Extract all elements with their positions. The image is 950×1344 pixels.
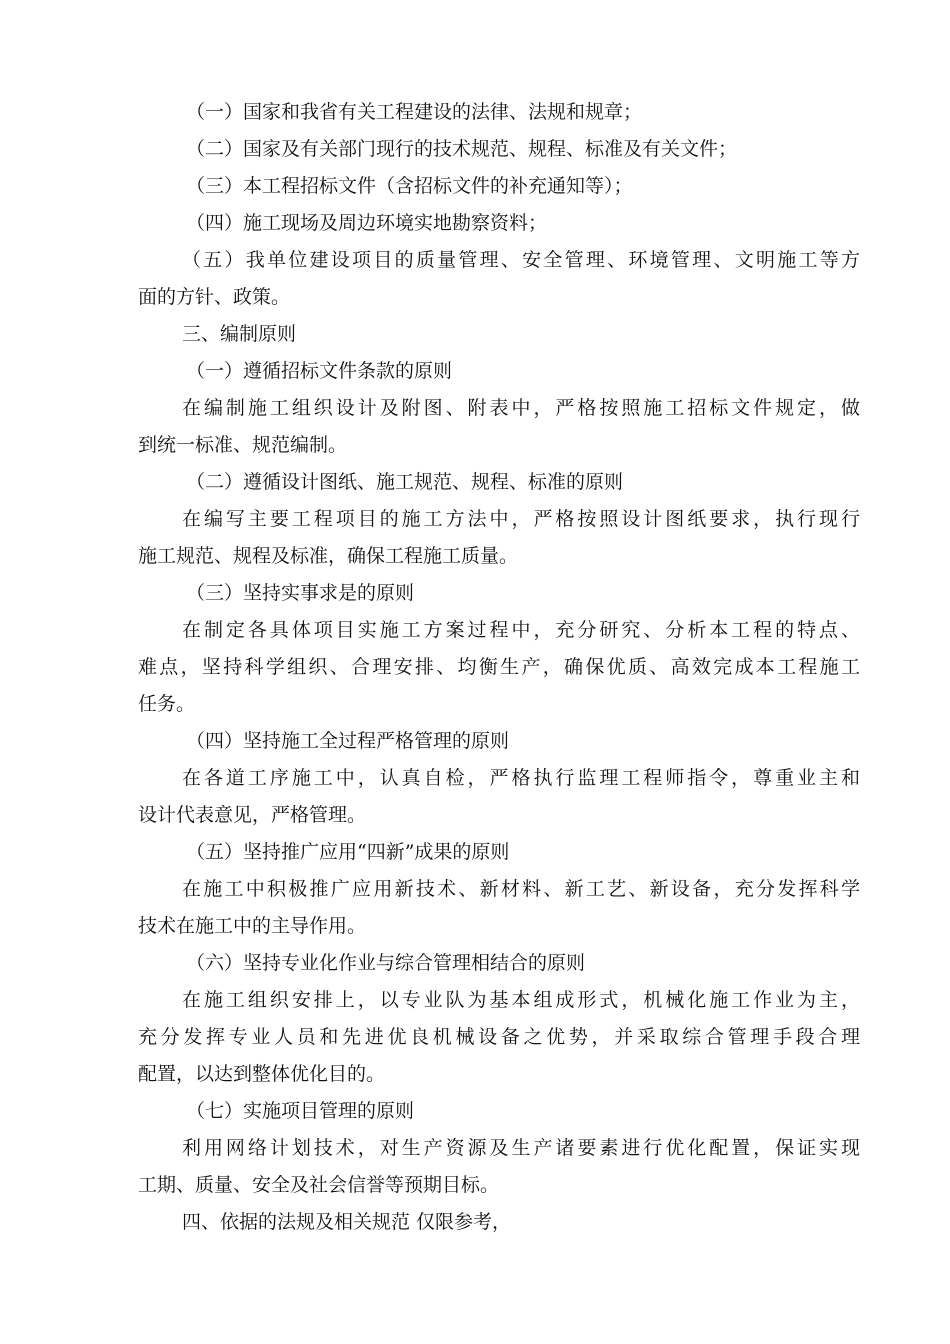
principle-heading-7: （七）实施项目管理的原则 xyxy=(186,1100,415,1122)
paragraph-7-line-1: 利用网络计划技术，对生产资源及生产诸要素进行优化配置，保证实现 xyxy=(182,1137,860,1159)
list-item-4: （四）施工现场及周边环境实地勘察资料； xyxy=(186,212,548,234)
paragraph-2-line-2: 施工规范、规程及标准，确保工程施工质量。 xyxy=(138,545,519,567)
paragraph-5-line-1: 在施工中积极推广应用新技术、新材料、新工艺、新设备，充分发挥科学 xyxy=(182,878,860,900)
section-heading-3: 三、编制原则 xyxy=(182,323,297,345)
paragraph-3-line-1: 在制定各具体项目实施工方案过程中，充分研究、分析本工程的特点、 xyxy=(182,619,860,641)
paragraph-3-line-3: 任务。 xyxy=(138,693,196,715)
paragraph-6-line-2: 充分发挥专业人员和先进优良机械设备之优势，并采取综合管理手段合理 xyxy=(138,1026,860,1048)
paragraph-4-line-1: 在各道工序施工中，认真自检，严格执行监理工程师指令，尊重业主和 xyxy=(182,767,860,789)
paragraph-7-line-2: 工期、质量、安全及社会信誉等预期目标。 xyxy=(138,1174,500,1196)
paragraph-6-line-1: 在施工组织安排上，以专业队为基本组成形式，机械化施工作业为主， xyxy=(182,989,860,1011)
paragraph-1-line-1: 在编制施工组织设计及附图、附表中，严格按照施工招标文件规定，做 xyxy=(182,397,860,419)
paragraph-4-line-2: 设计代表意见，严格管理。 xyxy=(138,804,367,826)
list-item-3: （三）本工程招标文件（含招标文件的补充通知等）； xyxy=(186,175,633,197)
paragraph-5-line-2: 技术在施工中的主导作用。 xyxy=(138,915,367,937)
paragraph-2-line-1: 在编写主要工程项目的施工方法中，严格按照设计图纸要求，执行现行 xyxy=(182,508,860,530)
list-item-5-line-1: （五）我单位建设项目的质量管理、安全管理、环境管理、文明施工等方 xyxy=(182,249,860,271)
principle-heading-5: （五）坚持推广应用“四新”成果的原则 xyxy=(186,841,510,863)
list-item-2: （二）国家及有关部门现行的技术规范、规程、标准及有关文件； xyxy=(186,138,738,160)
principle-heading-2: （二）遵循设计图纸、施工规范、规程、标准的原则 xyxy=(186,471,624,493)
document-body xyxy=(138,94,860,1241)
paragraph-3-line-2: 难点，坚持科学组织、合理安排、均衡生产，确保优质、高效完成本工程施工 xyxy=(138,656,860,678)
paragraph-6-line-3: 配置，以达到整体优化目的。 xyxy=(138,1063,386,1085)
section-heading-4: 四、依据的法规及相关规范 仅限参考， xyxy=(182,1211,512,1233)
principle-heading-3: （三）坚持实事求是的原则 xyxy=(186,582,415,604)
list-item-5-line-2: 面的方针、政策。 xyxy=(138,286,291,308)
list-item-1: （一）国家和我省有关工程建设的法律、法规和规章； xyxy=(186,101,643,123)
principle-heading-4: （四）坚持施工全过程严格管理的原则 xyxy=(186,730,510,752)
paragraph-1-line-2: 到统一标准、规范编制。 xyxy=(138,434,348,456)
principle-heading-1: （一）遵循招标文件条款的原则 xyxy=(186,360,453,382)
principle-heading-6: （六）坚持专业化作业与综合管理相结合的原则 xyxy=(186,952,586,974)
